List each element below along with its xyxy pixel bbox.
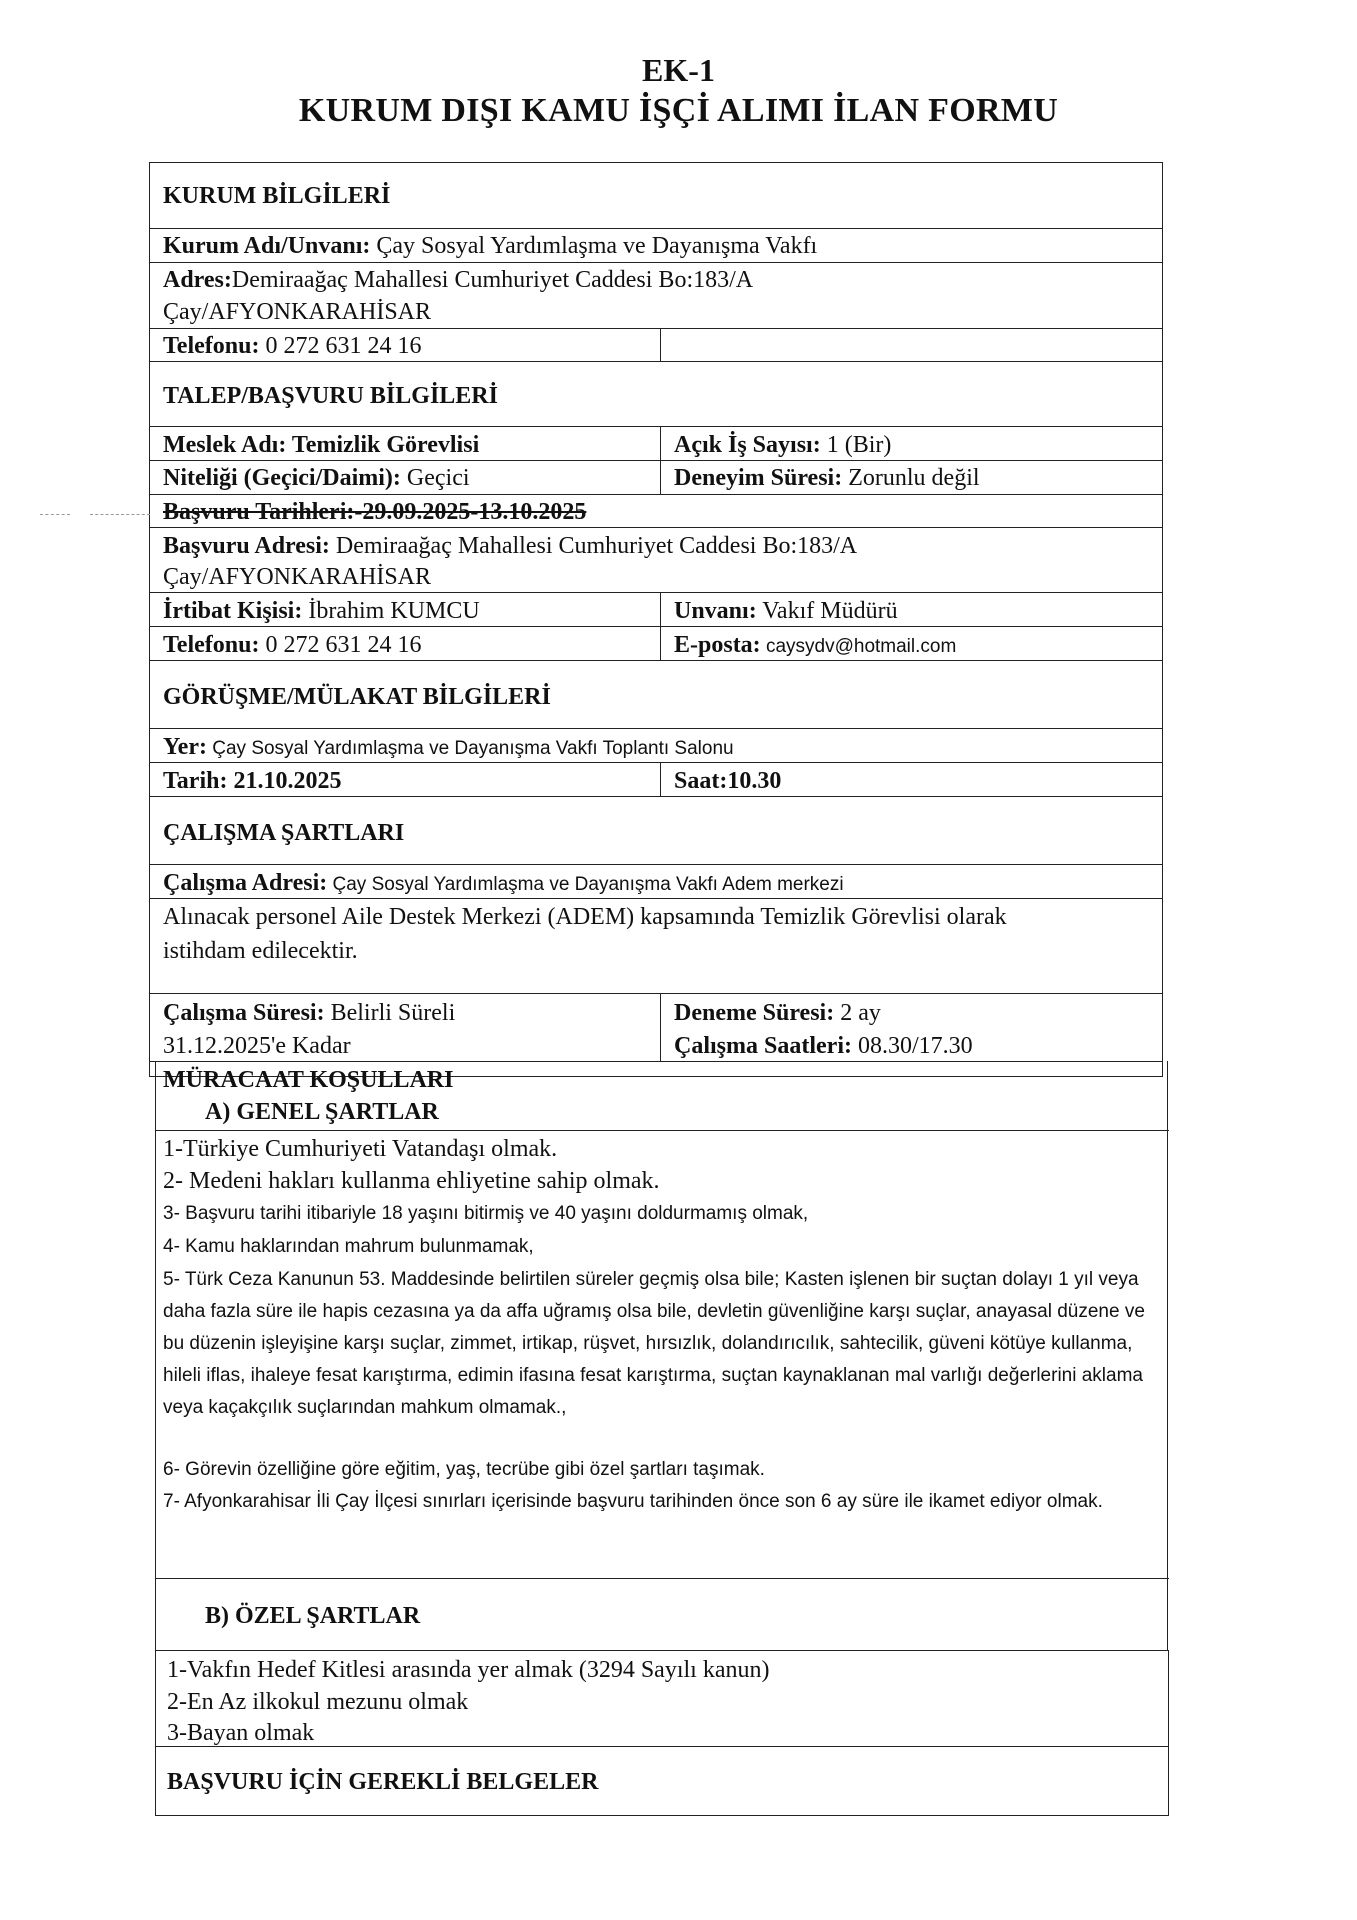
calisma-sure-value: Belirli Süreli [324,1000,456,1026]
kurum-name-row [163,232,817,260]
calisma-adres-value: Çay Sosyal Yardımlaşma ve Dayanışma Vakfı Adem merkezi [327,874,844,895]
section-mulakat: GÖRÜŞME/MÜLAKAT BİLGİLERİ [163,684,551,710]
basvuru-adres-line2: Çay/AFYONKARAHİSAR [163,564,432,590]
calisma-saatleri-value: 08.30/17.30 [851,1033,973,1059]
genel-sart-3: 3- Başvuru tarihi itibariyle 18 yaşını bitirmiş ve 40 yaşını doldurmamış olmak, [163,1203,809,1224]
calisma-sure-value-2: 31.12.2025'e Kadar [163,1033,351,1059]
kurum-address-label: Adres: [163,267,232,293]
section-calisma: ÇALIŞMA ŞARTLARI [163,820,405,846]
gerekli-belgeler-title: BAŞVURU İÇİN GEREKLİ BELGELER [167,1769,599,1795]
unvan-value: Vakıf Müdürü [756,598,898,624]
basvuru-adres-row [163,532,857,560]
annex-label: EK-1 [642,52,715,88]
calisma-sure-label: Çalışma Süresi: [163,1000,325,1026]
calisma-saatleri-row [674,1032,973,1060]
basvuru-adres-value: Demiraağaç Mahallesi Cumhuriyet Caddesi Bo:183/A [329,533,858,559]
deneyim-row [674,464,980,492]
form-title: KURUM DIŞI KAMU İŞÇİ ALIMI İLAN FORMU [298,92,1059,129]
irtibat-value: İbrahim KUMCU [302,598,480,624]
genel-sartlar-title: A) GENEL ŞARTLAR [205,1099,439,1125]
genel-sart-7: 7- Afyonkarahisar İli Çay İlçesi sınırları içerisinde başvuru tarihinden önce son 6 ay süre ile ikamet ediyor olmak. [163,1491,1103,1512]
calisma-adres-label: Çalışma Adresi: [163,870,328,896]
kurum-name-value: Çay Sosyal Yardımlaşma ve Dayanışma Vakfı [370,233,818,259]
acik-is-label: Açık İş Sayısı: [674,432,821,458]
section-muracaat: MÜRACAAT KOŞULLARI [163,1067,454,1093]
kurum-phone-label: Telefonu: [163,333,260,359]
irtibat-label: İrtibat Kişisi: [163,598,303,624]
calisma-aciklama-2: istihdam edilecektir. [163,938,358,964]
eposta-value[interactable]: caysydv@hotmail.com [760,636,957,657]
deneme-value: 2 ay [834,1000,881,1026]
ozel-sart-2: 2-En Az ilkokul mezunu olmak [167,1689,469,1715]
genel-sart-5: 5- Türk Ceza Kanunun 53. Maddesinde belirtilen süreler geçmiş olsa bile; Kasten işlenen bir suçtan dolayı 1 yıl veya daha fazla süre ile hapis cezasına ya da affa uğramış olsa bile, devletin güvenliğine karşı suçlar, anayasal düzene ve bu düzenin işleyişine karşı suçlar, zimmet, irtikap, rüşvet, hırsızlık, dolandırıcılık, sahtecilik, güveni kötüye kullanma, hileli iflas, ihaleye fesat karıştırma, edimin ifasına fesat karıştırma, suçtan kaynaklanan mal varlığı değerlerini aklama veya kaçakçılık suçlarından mahkum olmamak., [163,1269,1145,1418]
unvan-label: Unvanı: [674,598,757,624]
genel-sart-4: 4- Kamu haklarından mahrum bulunmamak, [163,1236,534,1257]
eposta-row [674,631,956,661]
deneyim-label: Deneyim Süresi: [674,465,843,491]
genel-sart-2: 2- Medeni hakları kullanma ehliyetine sahip olmak. [163,1168,660,1194]
mulakat-saat: Saat:10.30 [674,768,782,794]
acik-is-row [674,431,891,459]
ozel-sart-3: 3-Bayan olmak [167,1720,315,1746]
yer-row [163,733,734,763]
calisma-saatleri-label: Çalışma Saatleri: [674,1033,852,1059]
genel-sart-1: 1-Türkiye Cumhuriyeti Vatandaşı olmak. [163,1136,558,1162]
kurum-name-label: Kurum Adı/Unvanı: [163,233,371,259]
talep-phone-row [163,631,421,659]
kurum-phone-value: 0 272 631 24 16 [259,333,422,359]
deneyim-value: Zorunlu değil [842,465,980,491]
nitelik-value: Geçici [400,465,470,491]
calisma-sure-row [163,999,455,1027]
talep-phone-value: 0 272 631 24 16 [259,632,422,658]
yer-value: Çay Sosyal Yardımlaşma ve Dayanışma Vakfı Toplantı Salonu [206,738,734,759]
section-talep: TALEP/BAŞVURU BİLGİLERİ [163,383,498,409]
section-kurum: KURUM BİLGİLERİ [163,183,391,209]
deneme-label: Deneme Süresi: [674,1000,835,1026]
acik-is-value: 1 (Bir) [820,432,892,458]
irtibat-row [163,597,480,625]
kurum-address-row [163,266,753,294]
ozel-sartlar-title: B) ÖZEL ŞARTLAR [205,1603,421,1629]
calisma-aciklama-1: Alınacak personel Aile Destek Merkezi (ADEM) kapsamında Temizlik Görevlisi olarak [163,904,1007,930]
kurum-address-value: Demiraağaç Mahallesi Cumhuriyet Caddesi Bo:183/A [231,267,754,293]
nitelik-label: Niteliği (Geçici/Daimi): [163,465,401,491]
yer-label: Yer: [163,734,207,760]
calisma-adres-row [163,869,844,899]
mulakat-tarih: Tarih: 21.10.2025 [163,768,342,794]
genel-sart-6: 6- Görevin özelliğine göre eğitim, yaş, tecrübe gibi özel şartları taşımak. [163,1459,765,1480]
unvan-row [674,597,898,625]
eposta-label: E-posta: [674,632,761,658]
nitelik-row [163,464,470,492]
ozel-sart-1: 1-Vakfın Hedef Kitlesi arasında yer almak (3294 Sayılı kanun) [167,1657,770,1683]
basvuru-tarihleri: Başvuru Tarihleri:-29.09.2025-13.10.2025 [163,499,587,525]
kurum-phone-row [163,332,421,360]
deneme-row [674,999,881,1027]
talep-phone-label: Telefonu: [163,632,260,658]
basvuru-adres-label: Başvuru Adresi: [163,533,330,559]
kurum-address-line2: Çay/AFYONKARAHİSAR [163,299,432,325]
meslek-adi: Meslek Adı: Temizlik Görevlisi [163,432,480,458]
